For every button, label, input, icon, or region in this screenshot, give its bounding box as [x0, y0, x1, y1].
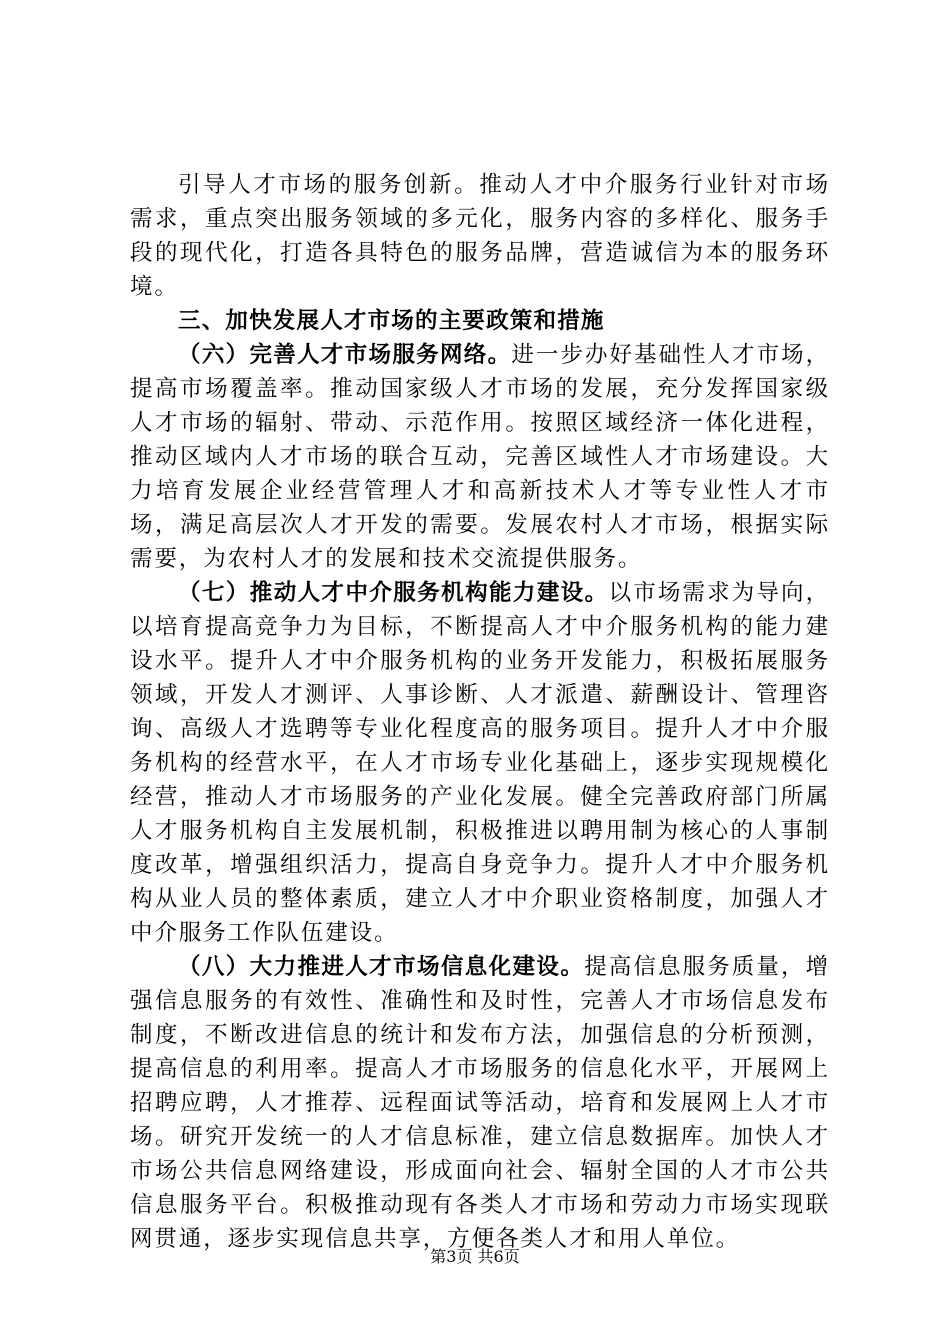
document-body — [130, 168, 830, 1256]
item-seven-paragraph — [130, 576, 830, 950]
item-six-lead: （六）完善人才市场服务网络。 — [178, 342, 512, 368]
page-footer: 第3页 共6页 — [430, 1247, 520, 1266]
item-seven-body: 以市场需求为导向，以培育提高竞争力为目标，不断提高人才中介服务机构的能力建设水平。提升人才中介服务机构的业务开发能力，积极拓展服务领域，开发人才测评、人事诊断、人才派遣、薪酬设计、管理咨询、高级人才选聘等专业化程度高的服务项目。提升人才中介服务机构的经营水平，在人才市场专业化基础上，逐步实现规模化经营，推动人才市场服务的产业化发展。健全完善政府部门所属人才服务机构自主发展机制，积极推进以聘用制为核心的人事制度改革，增强组织活力，提高自身竞争力。提升人才中介服务机构从业人员的整体素质，建立人才中介职业资格制度，加强人才中介服务工作队伍建设。 — [130, 580, 830, 946]
item-seven-lead: （七）推动人才中介服务机构能力建设。 — [178, 580, 609, 606]
intro-paragraph: 引导人才市场的服务创新。推动人才中介服务行业针对市场需求，重点突出服务领域的多元化，服务内容的多样化、服务手段的现代化，打造各具特色的服务品牌，营造诚信为本的服务环境。 — [130, 172, 830, 300]
item-six-body: 进一步办好基础性人才市场，提高市场覆盖率。推动国家级人才市场的发展，充分发挥国家级人才市场的辐射、带动、示范作用。按照区域经济一体化进程，推动区域内人才市场的联合互动，完善区域性人才市场建设。大力培育发展企业经营管理人才和高新技术人才等专业性人才市场，满足高层次人才开发的需要。发展农村人才市场，根据实际需要，为农村人才的发展和技术交流提供服务。 — [130, 342, 830, 572]
item-eight-body: 提高信息服务质量，增强信息服务的有效性、准确性和及时性，完善人才市场信息发布制度，不断改进信息的统计和发布方法，加强信息的分析预测，提高信息的利用率。提高人才市场服务的信息化水平，开展网上招聘应聘，人才推荐、远程面试等活动，培育和发展网上人才市场。研究开发统一的人才信息标准，建立信息数据库。加快人才市场公共信息网络建设，形成面向社会、辐射全国的人才市公共信息服务平台。积极推动现有各类人才市场和劳动力市场实现联网贯通，逐步实现信息共享，方便各类人才和用人单位。 — [130, 954, 830, 1252]
section-heading: 三、加快发展人才市场的主要政策和措施 — [178, 308, 605, 334]
item-eight-paragraph — [130, 950, 830, 1256]
item-eight-lead: （八）大力推进人才市场信息化建设。 — [178, 954, 585, 980]
item-six-paragraph — [130, 338, 830, 576]
